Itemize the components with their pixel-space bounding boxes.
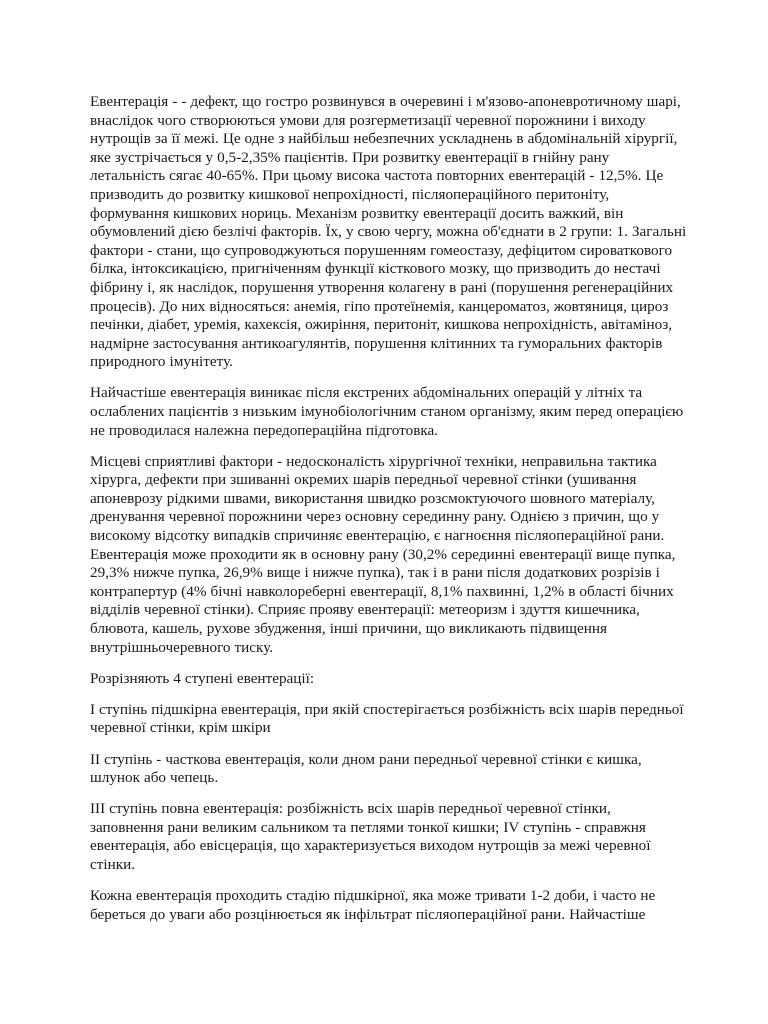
paragraph-degree-1: I ступінь підшкірна евентерація, при якій спостерігається розбіжність всіх шарів передньої черевної стінки, крім шкіри xyxy=(90,700,684,737)
paragraph-degree-3-4: III ступінь повна евентерація: розбіжність всіх шарів передньої черевної стінки, заповнення рани великим сальником та петлями тонкої кишки; IV ступінь - справжня евентерація, або евісцерація, що характеризується виходом нутрощів за межі черевної стінки. xyxy=(90,800,651,873)
paragraph-degrees-intro: Розрізняють 4 ступені евентерації: xyxy=(90,669,315,687)
paragraph-frequency: Найчастіше евентерація виникає після екстрених абдомінальних операцій у літніх та ослаблених пацієнтів з низьким імунобіологічним станом організму, яким перед операцією не проводилася належна передопераційна підготовка. xyxy=(90,384,684,439)
paragraph-definition: Евентерація - - дефект, що гостро розвинувся в очеревині і м'язово-апоневротичному шарі, внаслідок чого створюються умови для розгерметизації черевної порожнини і виходу нутрощів за її межі. Це одне з найбільш небезпечних ускладнень в абдомінальній хірургії, яке зустрічається у 0,5-2,35% пацієнтів. При розвитку евентерації в гнійну рану летальність сягає 40-65%. При цьому висока частота повторних евентерацій - 12,5%. Це призводить до розвитку кишкової непрохідності, післяопераційного перитоніту, формування кишкових нориць. Механізм розвитку евентерації досить важкий, він обумовлений дією безлічі факторів. Їх, у свою чергу, можна об'єднати в 2 групи: 1. Загальні фактори - стани, що супроводжуються порушенням гомеостазу, дефіцитом сироваткового білка, інтоксикацією, пригніченням функції кісткового мозку, що призводить до нестачі фібрину і, як наслідок, порушення утворення колагену в рані (порушення регенераційних процесів). До них відносяться: анемія, гіпо протеїнемія, канцероматоз, жовтяниця, цироз печінки, діабет, уремія, кахексія, ожиріння, перитоніт, кишкова непрохідність, авітаміноз, надмірне застосування антикоагулянтів, порушення клітинних та гуморальних факторів природного імунітету. xyxy=(90,93,687,371)
paragraph-local-factors: Місцеві сприятливі фактори - недосконалість хірургічної техніки, неправильна тактика хірурга, дефекти при зшиванні окремих шарів передньої черевної стінки (ушивання апоневрозу рідкими швами, використання швидко розсмоктуючого шовного матеріалу, дренування черевної порожнини через основну серединну рану. Однією з причин, що у високому відсотку випадків спричиняє евентерацію, є нагноєння післяопераційної рани. Евентерація може проходити як в основну рану (30,2% серединні евентерації вище пупка, 29,3% нижче пупка, 26,9% вище і нижче пупка), так і в рани після додаткових розрізів і контрапертур (4% бічні навколореберні евентерації, 8,1% пахвинні, 1,2% в області бічних відділів черевної стінки). Сприяє прояву евентерації: метеоризм і здуття кишечника, блювота, кашель, рухове збудження, інші причини, що викликають підвищення внутрішньочеревного тиску. xyxy=(90,452,676,656)
paragraph-subcutaneous-stage: Кожна евентерація проходить стадію підшкірної, яка може тривати 1-2 доби, і часто не береться до уваги або розцінюється як інфільтрат післяопераційної рани. Найчастіше xyxy=(90,887,656,923)
paragraph-degree-2: II ступінь - часткова евентерація, коли дном рани передньої черевної стінки є кишка, шлунок або чепець. xyxy=(90,750,642,787)
